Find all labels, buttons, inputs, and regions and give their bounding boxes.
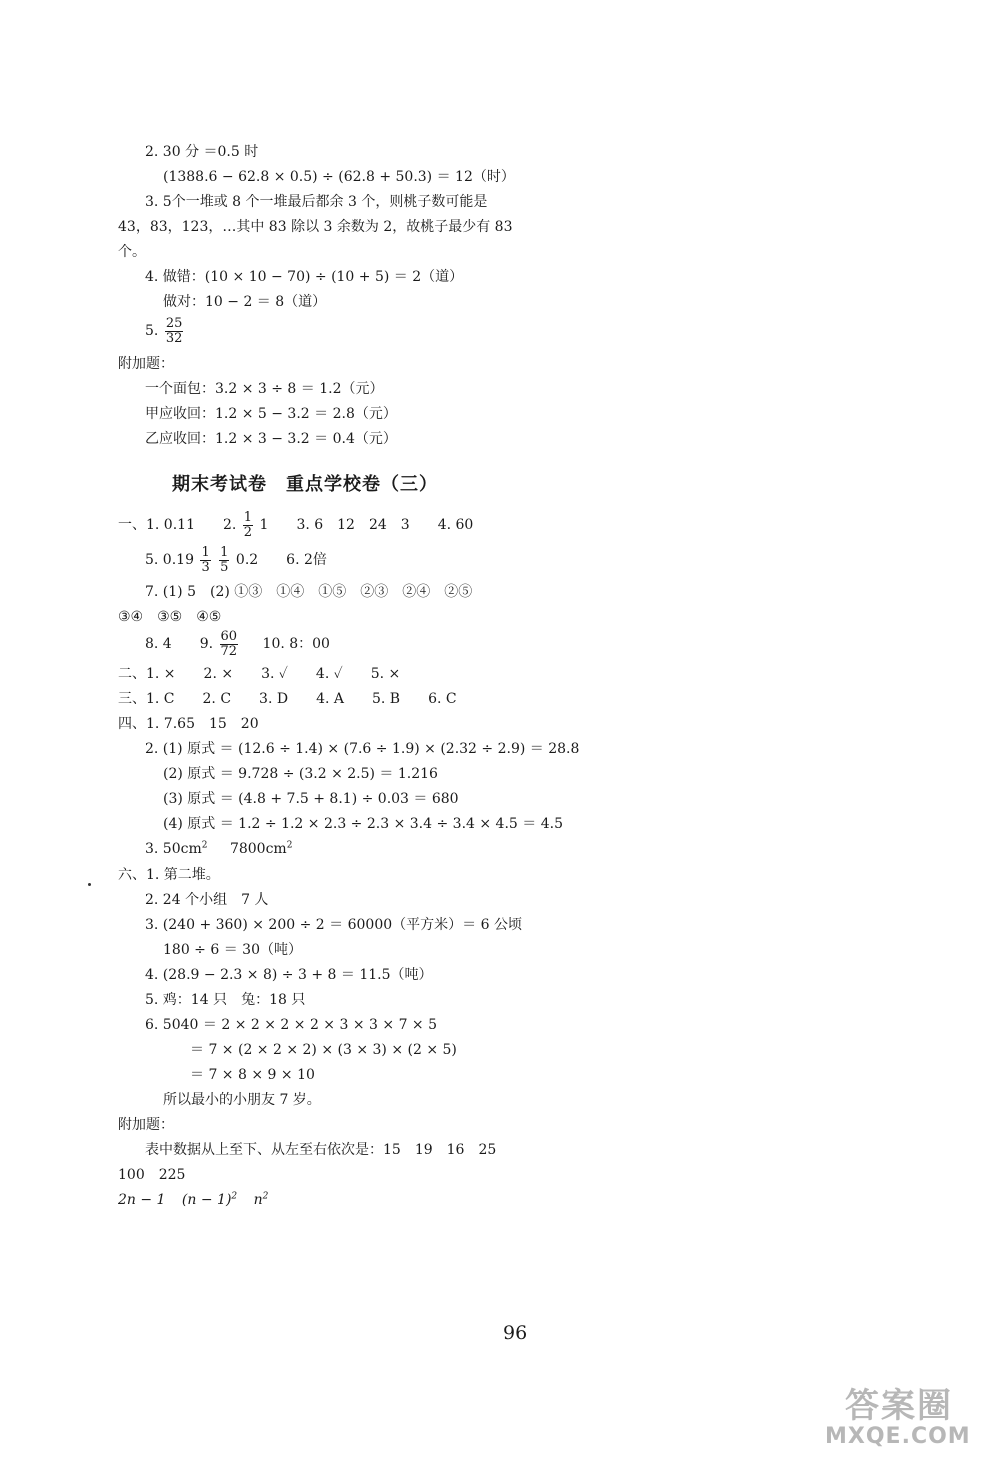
answer-line: 四、1. 7.65 15 20 — [118, 716, 259, 732]
answer-line: 甲应收回：1.2 × 5 − 3.2 ＝ 2.8（元） — [145, 406, 397, 422]
answer-line: 2. 24 个小组 7 人 — [145, 892, 269, 908]
fraction-numerator: 25 — [165, 315, 183, 331]
page-number: 96 — [503, 1322, 528, 1344]
answer-text: 5. 0.19 — [145, 552, 194, 568]
scan-speck — [88, 883, 91, 886]
fraction-1-2 — [243, 511, 253, 540]
answer-line: 4. 做错：(10 × 10 − 70) ÷ (10 + 5) ＝ 2（道） — [145, 269, 464, 285]
answer-line: 六、1. 第二堆。 — [118, 867, 220, 883]
answer-line: 一个面包：3.2 × 3 ÷ 8 ＝ 1.2（元） — [145, 381, 384, 397]
formula-part: (n − 1) — [181, 1192, 232, 1208]
fraction-1-3 — [200, 546, 210, 575]
answer-line: 2. (1) 原式 ＝ (12.6 ÷ 1.4) × (7.6 ÷ 1.9) × (2.32 ÷ 2.9) ＝ 28.8 — [145, 741, 580, 757]
answer-line — [145, 316, 185, 346]
answer-line: 100 225 — [118, 1167, 186, 1183]
exponent: 2 — [286, 840, 293, 851]
answer-line: 做对：10 − 2 ＝ 8（道） — [163, 294, 327, 310]
answer-line: 三、1. C 2. C 3. D 4. A 5. B 6. C — [118, 691, 457, 707]
answer-line: 个。 — [118, 244, 146, 260]
answer-text: 3. 50cm — [145, 841, 202, 857]
fraction-denominator: 3 — [201, 559, 210, 575]
answer-line — [145, 545, 327, 575]
exponent: 2 — [231, 1191, 238, 1202]
fraction-numerator: 60 — [220, 628, 238, 644]
answer-text: 1 3. 6 12 24 3 4. 60 — [259, 517, 474, 533]
exponent: 2 — [201, 840, 208, 851]
item-number: 5. — [145, 323, 159, 339]
answer-line: 180 ÷ 6 ＝ 30（吨） — [163, 942, 302, 958]
fraction-60-72 — [220, 630, 239, 659]
answer-text: 8. 4 9. — [145, 636, 214, 652]
answer-line: 二、1. × 2. × 3. ✓ 4. ✓ 5. × — [118, 666, 401, 682]
answer-line: 7. (1) 5 (2) ①③ ①④ ①⑤ ②③ ②④ ②⑤ — [145, 584, 473, 600]
answer-line: ＝ 7 × (2 × 2 × 2) × (3 × 3) × (2 × 5) — [190, 1042, 457, 1058]
answer-line: 4. (28.9 − 2.3 × 8) ÷ 3 + 8 ＝ 11.5（吨） — [145, 967, 433, 983]
exponent: 2 — [262, 1191, 269, 1202]
fraction-1-5 — [219, 546, 229, 575]
answer-line: 所以最小的小朋友 7 岁。 — [163, 1092, 321, 1108]
answer-line — [118, 1191, 268, 1209]
watermark-logo — [825, 1378, 993, 1452]
answer-line — [118, 510, 473, 540]
fraction-numerator: 1 — [220, 544, 229, 560]
answer-line: 2. 30 分 ＝0.5 时 — [145, 144, 259, 160]
fraction-denominator: 5 — [220, 559, 229, 575]
answer-line: ＝ 7 × 8 × 9 × 10 — [190, 1067, 315, 1083]
fraction-denominator: 2 — [243, 524, 253, 540]
answer-line: (3) 原式 ＝ (4.8 + 7.5 + 8.1) ÷ 0.03 ＝ 680 — [163, 791, 459, 807]
fraction-numerator: 1 — [201, 544, 210, 560]
formula-part: n — [253, 1192, 263, 1208]
answer-text: 0.2 6. 2倍 — [235, 552, 327, 568]
fraction-25-32 — [165, 317, 184, 346]
answer-line: (4) 原式 ＝ 1.2 ÷ 1.2 × 2.3 ÷ 2.3 × 3.4 ÷ 3.4 × 4.5 ＝ 4.5 — [163, 816, 563, 832]
answer-text: 一、1. 0.11 2. — [118, 517, 237, 533]
answer-line: 3. 5个一堆或 8 个一堆最后都余 3 个，则桃子数可能是 — [145, 194, 488, 210]
section-label: 附加题： — [118, 1117, 174, 1133]
section-label: 附加题： — [118, 356, 174, 372]
answer-line: (2) 原式 ＝ 9.728 ÷ (3.2 × 2.5) ＝ 1.216 — [163, 766, 438, 782]
answer-line: 5. 鸡：14 只 兔：18 只 — [145, 992, 306, 1008]
answer-line: (1388.6 − 62.8 × 0.5) ÷ (62.8 + 50.3) ＝ 12（时） — [163, 169, 515, 185]
fraction-numerator: 1 — [243, 509, 253, 525]
section-title: 期末考试卷 重点学校卷（三） — [172, 474, 438, 495]
fraction-denominator: 32 — [165, 330, 183, 346]
answer-line — [145, 629, 330, 659]
watermark-top: 答案圈 — [845, 1386, 953, 1426]
answer-line — [145, 840, 292, 858]
answer-text: 10. 8：00 — [262, 636, 330, 652]
watermark-bottom: MXQE.COM — [825, 1424, 971, 1449]
answer-text: 7800cm — [229, 841, 287, 857]
answer-line: 43，83，123，…其中 83 除以 3 余数为 2，故桃子最少有 83 — [118, 219, 513, 235]
answer-line: 3. (240 + 360) × 200 ÷ 2 ＝ 60000（平方米）＝ 6 公顷 — [145, 917, 522, 933]
answer-line: 乙应收回：1.2 × 3 − 3.2 ＝ 0.4（元） — [145, 431, 397, 447]
formula-part: 2n − 1 — [118, 1192, 166, 1208]
answer-line: 表中数据从上至下、从左至右依次是：15 19 16 25 — [145, 1142, 497, 1158]
answer-line: ③④ ③⑤ ④⑤ — [118, 609, 222, 625]
answer-line: 6. 5040 ＝ 2 × 2 × 2 × 2 × 3 × 3 × 7 × 5 — [145, 1017, 438, 1033]
fraction-denominator: 72 — [220, 643, 238, 659]
